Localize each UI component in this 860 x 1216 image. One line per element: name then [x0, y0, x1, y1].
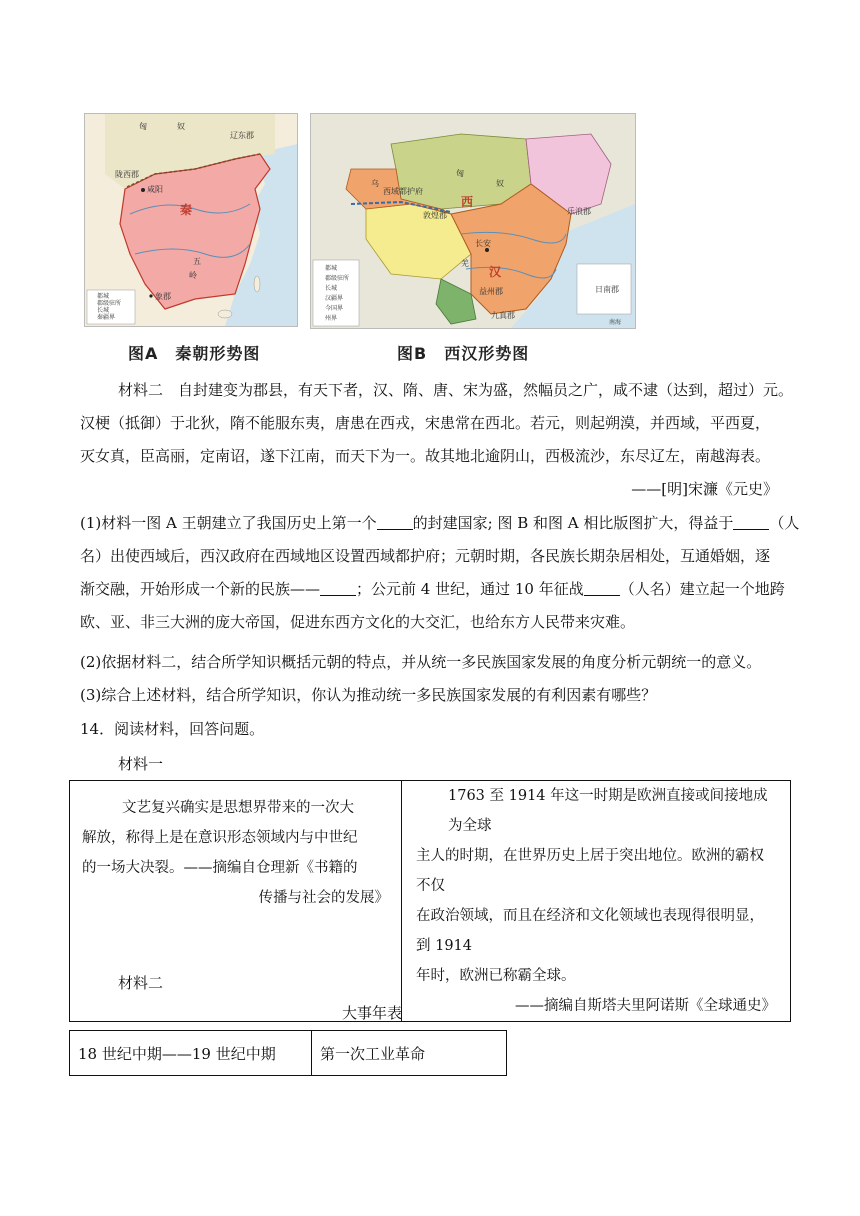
- material-two-source: ——[明]宋濂《元史》: [631, 480, 778, 498]
- question-1-text-d: 渐交融，开始形成一个新的民族——: [80, 580, 321, 598]
- map-b-label-qiang: 羌: [461, 259, 469, 268]
- timeline-period-cell: 18 世纪中期——19 世纪中期: [70, 1031, 312, 1076]
- map-b-label-jiuzhen: 九真郡: [491, 311, 515, 320]
- material-one-right-line-1: 1763 至 1914 年这一时期是欧洲直接或间接地成为全球: [448, 788, 768, 834]
- material-one-right-line-2: 主人的时期，在世界历史上居于突出地位。欧洲的霸权不仅: [416, 848, 764, 894]
- question-3: (3)综合上述材料，结合所学知识，你认为推动统一多民族国家发展的有利因素有哪些？: [80, 686, 657, 704]
- question-14-heading: 14．阅读材料，回答问题。: [80, 720, 265, 738]
- timeline-table: [69, 1030, 507, 1076]
- question-2: (2)依据材料二，结合所学知识概括元朝的特点，并从统一多民族国家发展的角度分析元朝统一的意义。: [80, 653, 762, 671]
- map-b-label-lelang: 乐浪郡: [567, 207, 591, 216]
- map-western-han: [310, 113, 636, 329]
- question-1-text-f: （人名）建立起一个地跨: [619, 580, 785, 598]
- map-a-label-qin: 秦: [180, 203, 193, 217]
- map-a-legend-county: 郡级驻所: [97, 300, 122, 307]
- material-one-left-line-1: 文艺复兴确实是思想界带来的一次大: [122, 800, 354, 816]
- map-b-legend-state: 州界: [325, 315, 338, 322]
- material-two-line-1: 材料二 自封建变为郡县，有天下者，汉、隋、唐、宋为盛，然幅员之广，咸不逮（达到，超过）元。: [118, 381, 794, 399]
- question-1-line-1: [80, 507, 800, 540]
- material-one-left-line-3: 的一场大决裂。——摘编自仓理新《书籍的: [82, 860, 358, 876]
- map-b-label-xiyu: 西域都护府: [383, 187, 423, 196]
- timeline-row: [70, 1031, 507, 1076]
- question-1-line-3: [80, 573, 800, 606]
- material-one-right-line-3: 在政治领域，而且在经济和文化领域也表现得很明显，到 1914: [416, 908, 764, 954]
- map-b-label-dunhuang: 敦煌郡: [423, 211, 447, 220]
- map-qin-dynasty: [84, 113, 298, 327]
- map-b-label-xi: 西: [461, 195, 474, 209]
- material-two-passage: [80, 374, 800, 506]
- answer-blank-4[interactable]: [584, 581, 620, 596]
- material-one-left-line-4: 传播与社会的发展》: [258, 890, 389, 906]
- map-b-label-han: 汉: [489, 265, 502, 279]
- map-b-graphic: [311, 114, 635, 328]
- material-two-label: 材料二: [118, 974, 164, 992]
- map-a-graphic: [85, 114, 297, 326]
- question-1-line-4: 欧、亚、非三大洲的庞大帝国，促进东西方文化的大交汇，也给东方人民带来灾难。: [80, 613, 636, 631]
- map-a-label-liaodong: 辽东郡: [230, 131, 254, 140]
- map-a-label-xiongnu-2: 奴: [177, 122, 185, 131]
- question-1-text-b: 的封建国家; 图 B 和图 A 相比版图扩大，得益于: [412, 514, 734, 532]
- map-b-label-wusun: 乌: [371, 179, 379, 188]
- question-1-text-e: ；公元前 4 世纪，通过 10 年征战: [356, 580, 584, 598]
- map-b-label-xiongnu-1: 匈: [456, 169, 464, 178]
- answer-blank-2[interactable]: [733, 515, 769, 530]
- timeline-event-cell: 第一次工业革命: [312, 1031, 507, 1076]
- question-1: [80, 507, 800, 639]
- timeline-table-title: 大事年表: [341, 1004, 402, 1022]
- map-b-caption: 图B 西汉形势图: [397, 344, 530, 363]
- map-a-label-wu: 五: [193, 257, 201, 266]
- map-a-label-ling: 岭: [189, 271, 197, 280]
- question-1-text-c: （人: [769, 514, 800, 532]
- material-one-label: 材料一: [118, 755, 164, 773]
- map-a-legend-border: 秦疆界: [97, 314, 116, 321]
- material-two-line-3: 灭女真，臣高丽，定南诏，遂下江南，而天下为一。故其地北逾阴山，西极流沙，东尽辽左，南越海表。: [80, 447, 771, 465]
- material-one-right-source: ——摘编自斯塔夫里阿诺斯《全球通史》: [515, 998, 776, 1014]
- map-b-label-yizhou: 益州郡: [479, 287, 503, 296]
- map-b-label-rinan: 日南郡: [595, 285, 619, 294]
- answer-blank-3[interactable]: [320, 581, 356, 596]
- question-1-text-a: (1)材料一图 A 王朝建立了我国历史上第一个: [80, 514, 377, 532]
- map-b-legend-border: 汉疆界: [325, 295, 344, 302]
- map-a-label-longxi: 陇西郡: [115, 170, 139, 179]
- map-b-legend-capital: 都城: [325, 265, 338, 272]
- material-one-right-line-4: 年时，欧洲已称霸全球。: [416, 968, 576, 984]
- map-b-label-xiongnu-2: 奴: [496, 179, 504, 188]
- map-a-caption: 图A 秦朝形势图: [128, 344, 261, 363]
- map-b-label-changan: 长安: [475, 239, 491, 248]
- map-b-legend-today: 今国界: [325, 305, 344, 312]
- map-a-legend-capital: 都城: [97, 293, 110, 300]
- map-a-label-xiongnu-1: 匈: [139, 122, 147, 131]
- map-b-legend-wall: 长城: [325, 285, 338, 292]
- map-b-legend-county: 郡级驻所: [325, 275, 350, 282]
- map-a-label-xianyang: 咸阳: [147, 185, 163, 194]
- map-a-legend-wall: 长城: [97, 307, 110, 314]
- map-a-label-xiang: 象郡: [155, 292, 171, 301]
- question-1-line-2: 名）出使西域后，西汉政府在西域地区设置西域都护府；元朝时期，各民族长期杂居相处，互通婚姻，逐: [80, 547, 771, 565]
- answer-blank-1[interactable]: [377, 515, 413, 530]
- material-two-line-2: 汉梗（抵御）于北狄，隋不能服东夷，唐患在西戎，宋患常在西北。若元，则起朔漠，并西域，平西夏，: [80, 414, 771, 432]
- map-b-label-nanhai: 南海: [609, 319, 622, 326]
- material-one-left-line-2: 解放，称得上是在意识形态领域内与中世纪: [82, 830, 358, 846]
